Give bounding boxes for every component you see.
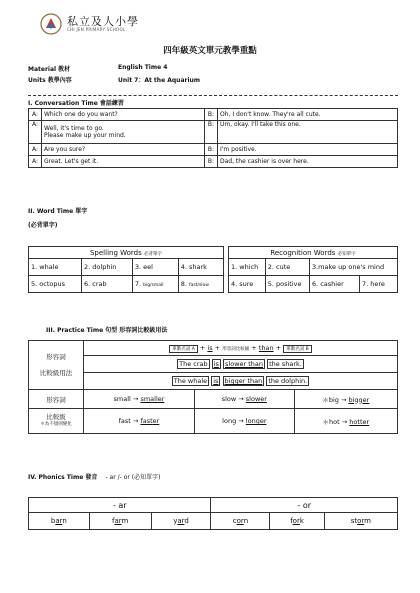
spelling-header: [29, 247, 224, 259]
stem: hot: [349, 417, 360, 426]
line-a-2: Please make up your mind.: [44, 132, 126, 139]
phonics-word: yard: [151, 513, 211, 530]
line-a-1: Well, it's time to go.: [44, 125, 104, 132]
spelling-title-zh: 必背單字: [144, 251, 162, 257]
word-cell: 6. crab: [82, 276, 133, 293]
conversation-heading: I. Conversation Time 會話練習: [28, 100, 124, 107]
formula-row: [84, 341, 398, 356]
speaker-b: B:: [205, 156, 218, 168]
units-label: Units 教學內容: [28, 77, 72, 84]
table-row: [29, 259, 224, 276]
phonics-word: barn: [29, 513, 90, 530]
base-word: small →: [113, 395, 139, 403]
label-adjective: 形容詞: [46, 353, 66, 361]
comparison-cell: [194, 409, 294, 434]
table-row: [29, 341, 398, 356]
example-verb: is: [213, 377, 219, 385]
school-name-en: CHI JEN PRIMARY SCHOOL: [67, 27, 126, 32]
stem: long: [245, 417, 260, 425]
base-word: ＊hot →: [322, 417, 348, 426]
speaker-b: B:: [205, 109, 218, 121]
formula-noun-a: 單數名詞 A: [169, 345, 198, 353]
school-logo: [40, 13, 62, 35]
phonics-title: IV. Phonics Time 發音: [28, 474, 98, 481]
stem: small: [140, 395, 158, 403]
word-cell: 2. dolphin: [82, 259, 133, 276]
label-comparative-usage: 比較級用法: [39, 369, 73, 377]
recognition-header: [229, 247, 398, 259]
phonics-word: fork: [270, 513, 324, 530]
formula-plus: +: [275, 343, 282, 352]
word-number: 8.: [180, 280, 187, 288]
example-object: the dolphin.: [268, 377, 308, 385]
base-word: fast →: [118, 417, 139, 425]
stem: fast: [140, 417, 153, 425]
formula-plus: +: [199, 343, 206, 352]
formula-plus: +: [214, 343, 221, 352]
suffix: ter: [359, 417, 370, 426]
grammar-label: [29, 341, 84, 390]
divider: [28, 95, 398, 96]
line-a: Which one do you want?: [42, 109, 205, 121]
word-text: big/small: [143, 283, 164, 288]
material-label: Material 教材: [28, 66, 71, 73]
recognition-words-table: [228, 246, 398, 293]
example-comparative: bigger than: [224, 377, 263, 385]
table-row: [29, 276, 224, 293]
spelling-words-table: [28, 246, 224, 293]
phonics-heading: [28, 472, 160, 481]
table-row: [29, 156, 398, 168]
line-b: Dad, the cashier is over here.: [218, 156, 398, 168]
speaker-a: A:: [29, 156, 42, 168]
suffix: er: [260, 395, 267, 403]
line-b: Oh, I don't know. They're all cute.: [218, 109, 398, 121]
recognition-title: Recognition Words: [270, 248, 336, 257]
speaker-a: A:: [29, 109, 42, 121]
table-row: [29, 498, 398, 513]
example-comparative: slower than: [225, 360, 264, 368]
word-cell: 2. cute: [265, 259, 309, 276]
word-text: fast/slow: [188, 283, 209, 288]
word-time-subheading: (必背單字): [28, 222, 58, 229]
irregular-note: ＊為不規則變化: [40, 422, 72, 427]
units-value: Unit 7：At the Aquarium: [118, 77, 201, 84]
example-object: the shark.: [269, 360, 302, 368]
table-row: [29, 247, 224, 259]
line-a: Great. Let's get it.: [42, 156, 205, 168]
phonics-word: farm: [89, 513, 151, 530]
suffix: er: [157, 395, 165, 403]
word-cell: 3. eel: [132, 259, 178, 276]
suffix: er: [259, 417, 267, 425]
comparison-cell: [84, 409, 195, 434]
line-b: I'm positive.: [218, 144, 398, 156]
table-row: [29, 121, 398, 144]
example-2: [84, 373, 398, 390]
word-number: 7.: [134, 280, 142, 288]
formula-noun-b: 單數名詞 B: [283, 345, 312, 353]
example-subject: The crab: [179, 360, 208, 368]
word-cell: 5. octopus: [29, 276, 82, 293]
line-a: [42, 121, 205, 144]
word-cell: 4. sure: [229, 276, 266, 293]
school-name-zh: 私立及人小學: [67, 15, 139, 28]
word-cell: [132, 276, 178, 293]
phonics-subtitle: - ar /- or (必知單字): [105, 474, 161, 481]
formula-plus: +: [251, 343, 257, 352]
phonics-table: [28, 497, 398, 530]
example-verb: is: [213, 360, 219, 368]
practice-heading: III. Practice Time 句型 形容詞比較級用法: [46, 327, 168, 334]
suffix: er: [152, 417, 160, 425]
line-b: Um, okay. I'll take this one.: [218, 121, 398, 144]
phonics-word: storm: [324, 513, 397, 530]
formula-is: is: [207, 343, 213, 352]
speaker-a: A:: [29, 144, 42, 156]
table-row: [29, 109, 398, 121]
stem: big: [348, 395, 359, 404]
table-row: [229, 276, 398, 293]
word-time-heading: II. Word Time 單字: [28, 208, 88, 215]
example-subject: The whale: [173, 377, 208, 385]
word-cell: 1. which: [229, 259, 266, 276]
word-cell: 3.make up one's mind: [309, 259, 397, 276]
speaker-a: A:: [29, 121, 42, 144]
word-cell: 4. shark: [178, 259, 223, 276]
speaker-b: B:: [205, 144, 218, 156]
comparison-cell: [84, 390, 195, 409]
spelling-title: Spelling Words: [89, 248, 142, 257]
word-cell: 5. positive: [265, 276, 309, 293]
page-title: 四年級英文單元教學重點: [163, 46, 257, 56]
practice-table: [28, 340, 398, 434]
formula-than: than: [258, 343, 274, 352]
table-row: [29, 513, 398, 530]
word-cell: [178, 276, 223, 293]
table-row: [29, 409, 398, 434]
stem: slow: [245, 395, 261, 403]
comparison-cell: [294, 409, 397, 434]
label-adjective: 形容詞: [29, 390, 84, 409]
speaker-b: B:: [205, 121, 218, 144]
example-1: [84, 356, 398, 373]
word-cell: 7. here: [360, 276, 398, 293]
suffix: ger: [358, 395, 370, 404]
comparison-cell: [294, 390, 397, 409]
word-cell: 1. whale: [29, 259, 82, 276]
formula-adjective: 形容詞比較級: [222, 346, 250, 352]
base-word: long →: [222, 417, 244, 425]
comparison-cell: [194, 390, 294, 409]
table-row: [229, 247, 398, 259]
table-row: [29, 356, 398, 373]
label-comparative: 比較級: [46, 413, 66, 421]
table-row: [29, 373, 398, 390]
table-row: [29, 144, 398, 156]
conversation-table: [28, 108, 398, 168]
base-word: ＊big →: [322, 395, 347, 404]
recognition-title-zh: 必知單字: [337, 251, 356, 257]
phonics-ar-header: - ar: [29, 498, 211, 513]
phonics-word: corn: [211, 513, 270, 530]
table-row: [229, 259, 398, 276]
line-a: Are you sure?: [42, 144, 205, 156]
material-value: English Time 4: [118, 64, 168, 71]
label-comparative-cell: [29, 409, 84, 434]
phonics-or-header: - or: [211, 498, 398, 513]
base-word: slow →: [221, 395, 244, 403]
table-row: [29, 390, 398, 409]
word-cell: 6. cashier: [309, 276, 359, 293]
